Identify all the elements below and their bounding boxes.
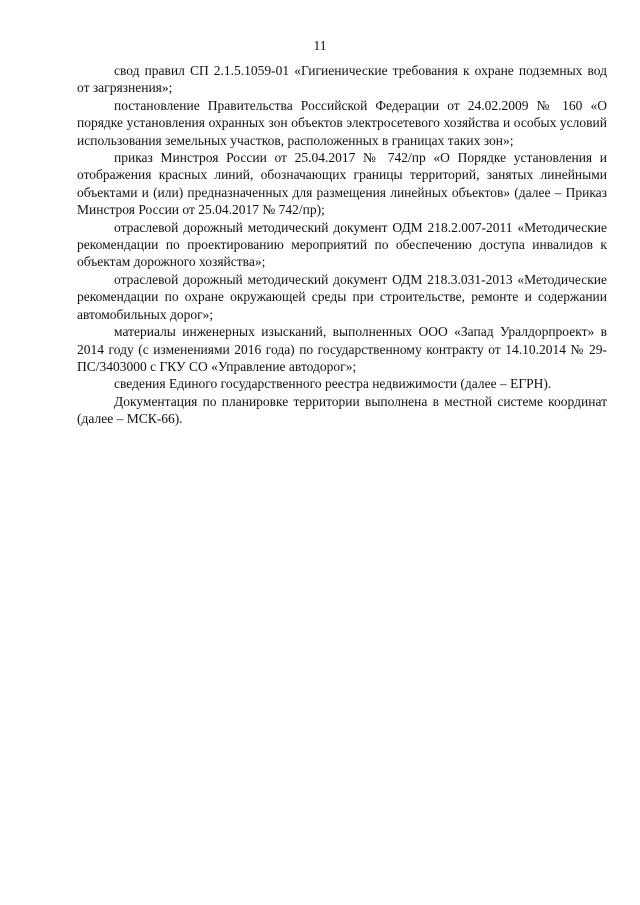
- paragraph-minstroy-order-742: приказ Минстроя России от 25.04.2017 № 742/пр «О Порядке установления и отображения красных линий, обозначающих границы территорий, занятых линейными объектами и (или) предназначенных для размещения линейных объектов» (далее – Приказ Минстроя России от 25.04.2017 № 742/пр);: [77, 150, 607, 218]
- paragraph-sp-2-1-5-1059-01: свод правил СП 2.1.5.1059-01 «Гигиенические требования к охране подземных вод от загрязнения»;: [77, 63, 607, 96]
- paragraph-government-decree-160: постановление Правительства Российской Федерации от 24.02.2009 № 160 «О порядке установления охранных зон объектов электросетевого хозяйства и особых условий использования земельных участков, расположенных в границах таких зон»;: [77, 97, 607, 148]
- paragraph-egrn: сведения Единого государственного реестра недвижимости (далее – ЕГРН).: [114, 376, 552, 392]
- paragraph-odm-218-3-031-2013: отраслевой дорожный методический документ ОДМ 218.3.031-2013 «Методические рекомендации по охране окружающей среды при строительстве, ремонте и содержании автомобильных дорог»;: [77, 271, 607, 322]
- paragraph-engineering-surveys: материалы инженерных изысканий, выполненных ООО «Запад Уралдорпроект» в 2014 году (с изменениями 2016 года) по государственному контракту от 14.10.2014 № 29-ПС/3403000 с ГКУ СО «Управление автодорог»;: [77, 324, 607, 374]
- document-body: [77, 62, 607, 428]
- paragraph-coordinate-system: Документация по планировке территории выполнена в местной системе координат (далее – МСК-66).: [77, 393, 607, 427]
- page-number: 11: [313, 38, 327, 53]
- paragraph-odm-218-2-007-2011: отраслевой дорожный методический документ ОДМ 218.2.007-2011 «Методические рекомендации по проектированию мероприятий по обеспечению доступа инвалидов к объектам дорожного хозяйства»;: [77, 219, 607, 270]
